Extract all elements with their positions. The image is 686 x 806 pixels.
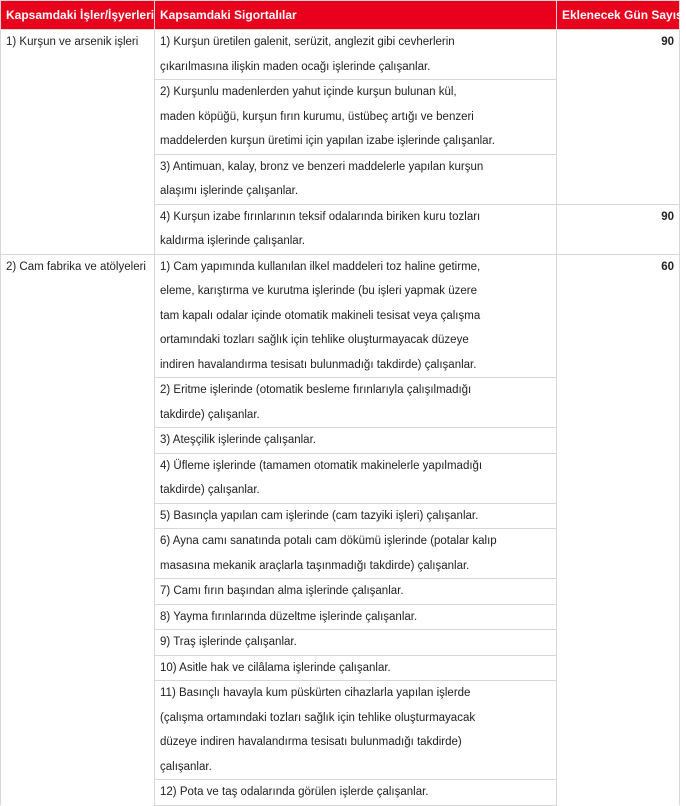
table-row [1,453,680,503]
insured-description-cell [155,154,557,204]
description-line: takdirde) çalışanlar. [160,408,260,421]
days-cell [557,604,680,630]
description-line: çıkarılmasına ilişkin maden ocağı işlerinde çalışanlar. [160,60,431,73]
days-cell [557,80,680,155]
days-cell [557,681,680,780]
activity-cell [1,604,155,630]
description-line: indiren havalandırma tesisatı bulunmadığı takdirde) çalışanlar. [160,358,477,371]
activity-cell [1,378,155,428]
days-cell [557,30,680,80]
description-line: 2) Eritme işlerinde (otomatik besleme fırınlarıyla çalışılmadığı [160,384,472,396]
insured-description-cell [155,655,557,681]
activity-cell [1,780,155,806]
description-line: 8) Yayma fırınlarında düzeltme işlerinde çalışanlar. [160,610,418,623]
insured-description-cell [155,604,557,630]
description-line: 2) Kurşunlu madenlerden yahut içinde kurşun bulunan kül, [160,86,457,98]
insured-description-cell [155,681,557,780]
activity-label: 1) Kurşun ve arsenik işleri [6,36,139,48]
header-days: Eklenecek Gün Sayısı [557,1,680,30]
description-line: maden köpüğü, kurşun fırın kurumu, üstübeç artığı ve benzeri [160,110,474,123]
table-row [1,30,680,80]
days-cell [557,630,680,656]
activity-cell [1,503,155,529]
days-cell [557,204,680,254]
description-line: ortamındaki tozları sağlık için tehlike oluşturmayacak düzeye [160,334,469,346]
days-cell [557,503,680,529]
insured-description-cell [155,30,557,80]
insured-description-cell [155,378,557,428]
activity-label: 2) Cam fabrika ve atölyeleri [6,260,146,273]
description-line: tam kapalı odalar içinde otomatik makineli tesisat veya çalışma [160,309,481,322]
description-line: maddelerden kurşun üretimi için yapılan izabe işlerinde çalışanlar. [160,135,495,147]
table-row [1,204,680,254]
days-value: 90 [661,36,674,48]
insured-description-cell [155,579,557,605]
activity-cell [1,579,155,605]
days-cell [557,453,680,503]
activity-cell [1,428,155,454]
description-line: 11) Basınçlı havayla kum püskürten cihazlarla yapılan işlerde [160,687,471,699]
description-line: 9) Traş işlerinde çalışanlar. [160,636,297,648]
header-row [1,1,680,30]
activity-cell [1,529,155,579]
days-cell [557,428,680,454]
insured-description-cell [155,204,557,254]
insured-description-cell [155,254,557,378]
description-line: (çalışma ortamındaki tozları sağlık için tehlike oluşturmayacak [160,711,476,724]
table-row [1,254,680,378]
insured-description-cell [155,428,557,454]
insured-description-cell [155,630,557,656]
description-line: 1) Kurşun üretilen galenit, serüzit, anglezit gibi cevherlerin [160,36,455,48]
table-row [1,378,680,428]
table-row [1,529,680,579]
table-row [1,80,680,155]
days-cell [557,529,680,579]
header-activities: Kapsamdaki İşler/İşyerleri [1,1,155,30]
table-row [1,681,680,780]
header-insured: Kapsamdaki Sigortalılar [155,1,557,30]
activity-cell [1,204,155,254]
description-line: 5) Basınçla yapılan cam işlerinde (cam tazyiki işleri) çalışanlar. [160,509,479,522]
table-row [1,154,680,204]
activity-cell [1,630,155,656]
insured-description-cell [155,80,557,155]
description-line: çalışanlar. [160,760,212,773]
description-line: kaldırma işlerinde çalışanlar. [160,235,306,247]
days-cell [557,780,680,806]
days-cell [557,655,680,681]
table-row [1,604,680,630]
activity-cell [1,254,155,378]
description-line: düzeye indiren havalandırma tesisatı bulunmadığı takdirde) [160,736,462,748]
description-line: 7) Camı fırın başından alma işlerinde çalışanlar. [160,585,404,597]
description-line: 6) Ayna camı sanatında potalı cam dökümü işlerinde (potalar kalıp [160,535,497,547]
activity-cell [1,154,155,204]
table-row [1,655,680,681]
description-line: 1) Cam yapımında kullanılan ilkel maddeleri toz haline getirme, [160,260,481,273]
description-line: 10) Asitle hak ve cilâlama işlerinde çalışanlar. [160,661,391,674]
days-value: 60 [661,260,674,273]
description-line: 3) Ateşçilik işlerinde çalışanlar. [160,434,316,446]
activity-cell [1,80,155,155]
description-line: eleme, karıştırma ve kurutma işlerinde (bu işleri yapmak üzere [160,285,478,297]
days-cell [557,254,680,378]
days-value: 90 [661,210,674,223]
activity-cell [1,681,155,780]
insured-description-cell [155,503,557,529]
days-cell [557,154,680,204]
description-line: 4) Üfleme işlerinde (tamamen otomatik makinelerle yapılmadığı [160,459,483,472]
description-line: takdirde) çalışanlar. [160,484,260,496]
table-row [1,428,680,454]
description-line: 4) Kurşun izabe fırınlarının teksif odalarında biriken kuru tozları [160,210,481,223]
days-cell [557,579,680,605]
description-line: 12) Pota ve taş odalarında görülen işlerde çalışanlar. [160,786,429,798]
insured-description-cell [155,529,557,579]
description-line: alaşımı işlerinde çalışanlar. [160,185,299,197]
table-row [1,579,680,605]
description-line: 3) Antimuan, kalay, bronz ve benzeri maddelerle yapılan kurşun [160,160,484,173]
activity-cell [1,30,155,80]
activity-cell [1,655,155,681]
table-body [1,30,680,806]
insured-description-cell [155,780,557,806]
table-row [1,630,680,656]
insured-description-cell [155,453,557,503]
description-line: masasına mekanik araçlarla taşınmadığı takdirde) çalışanlar. [160,559,470,572]
table-row [1,780,680,806]
days-cell [557,378,680,428]
table-row [1,503,680,529]
activity-cell [1,453,155,503]
